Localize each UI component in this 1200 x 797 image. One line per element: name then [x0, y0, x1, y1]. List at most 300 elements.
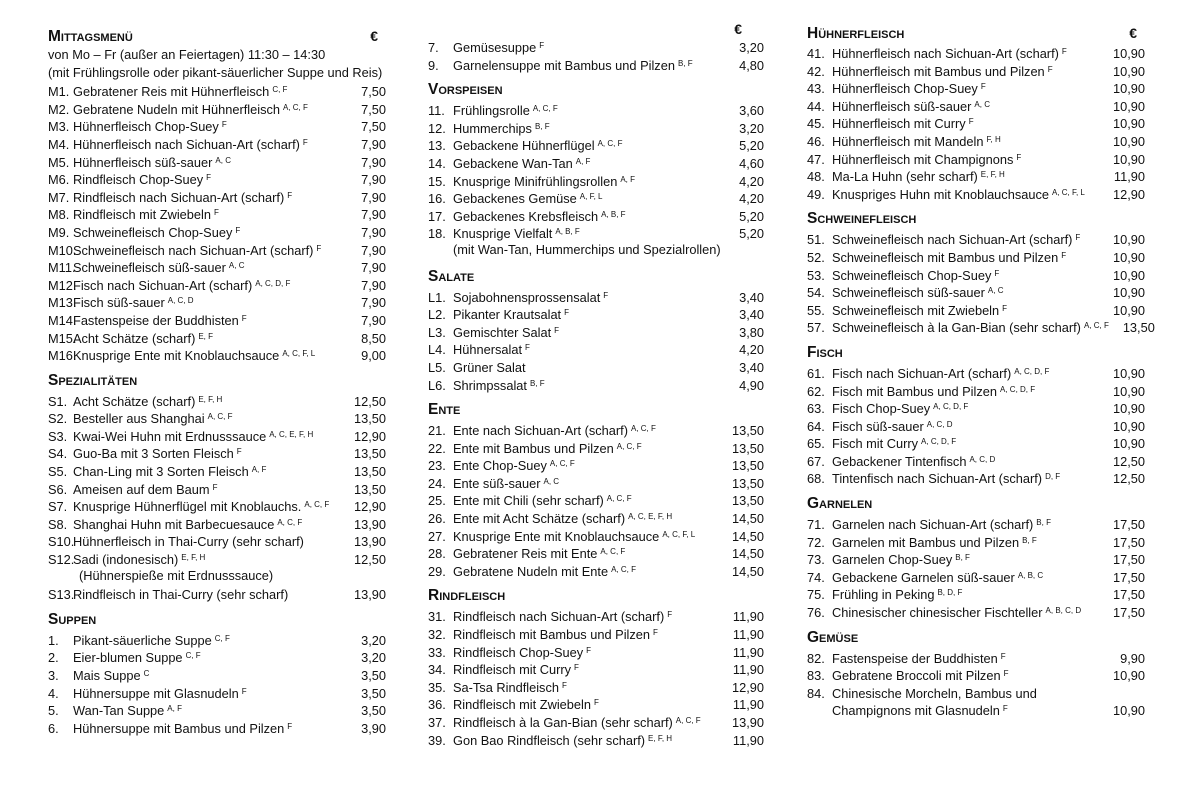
menu-list-gemuese [807, 648, 1145, 683]
item-number: L4. [428, 342, 446, 358]
section-title: Vorspeisen [428, 81, 503, 99]
item-price: 11,90 [732, 627, 764, 643]
menu-list-spezialitaeten-end [48, 584, 386, 602]
allergen-codes: A, C, F [597, 139, 623, 149]
allergen-codes: A, C, D [926, 419, 953, 429]
item-name: Ma-La Huhn (sehr scharf) [832, 169, 978, 185]
item-number: M9. [48, 224, 70, 240]
item-price: 7,90 [361, 242, 386, 258]
item-number: 54. [807, 285, 825, 301]
allergen-codes: F [213, 208, 219, 218]
menu-item [48, 152, 386, 170]
item-number: 23. [428, 458, 446, 474]
allergen-codes: A, C, F, L [282, 349, 316, 359]
item-price: 13,50 [731, 493, 764, 509]
item-name: Rindfleisch mit Zwiebeln [73, 207, 211, 223]
item-number: 35. [428, 679, 446, 695]
allergen-codes: F [564, 308, 570, 318]
item-price: 10,90 [1112, 365, 1145, 381]
item-name: Hummerchips [453, 120, 532, 136]
menu-item [428, 490, 764, 508]
item-number: 47. [807, 151, 825, 167]
item-number: 1. [48, 632, 59, 648]
item-number: 46. [807, 133, 825, 149]
item-price: 10,90 [1112, 98, 1145, 114]
item-price: 4,20 [739, 173, 764, 189]
allergen-codes: F [1002, 704, 1008, 714]
menu-item [48, 443, 386, 461]
item-name: Hühnerfleisch süß-sauer [73, 154, 213, 170]
item-name: Gebackenes Gemüse [453, 191, 577, 207]
section-header-schweinefleisch [807, 209, 1145, 229]
menu-item [428, 188, 764, 206]
item-price: 10,90 [1112, 383, 1145, 399]
menu-item [428, 171, 764, 189]
menu-item [807, 433, 1145, 451]
section-header-vorspeisen [428, 80, 764, 100]
item-name: Garnelen Chop-Suey [832, 552, 953, 568]
item-number: 43. [807, 81, 825, 97]
menu-item [807, 184, 1145, 202]
allergen-codes: B, F [1022, 535, 1037, 545]
allergen-codes: F [980, 82, 986, 92]
section-title: Schweinefleisch [807, 210, 917, 228]
item-price: 12,50 [1112, 453, 1145, 469]
allergen-codes: F [554, 325, 560, 335]
allergen-codes: F [1000, 651, 1006, 661]
menu-list-salate [428, 287, 764, 393]
item-name: Chinesische Morcheln, Bambus und [832, 685, 1037, 701]
menu-list-vorspeisen [428, 100, 764, 241]
item-name: Tintenfisch nach Sichuan-Art (scharf) [832, 471, 1043, 487]
item-number: M8. [48, 207, 70, 223]
item-number: 28. [428, 546, 446, 562]
menu-item [807, 584, 1145, 602]
item-number: 37. [428, 715, 446, 730]
allergen-codes: A, C, D, F [1000, 384, 1036, 394]
item-name: Shanghai Huhn mit Barbecuesauce [73, 516, 275, 532]
allergen-codes: F [593, 698, 599, 708]
item-number: S6. [48, 481, 68, 497]
item-number: 62. [807, 383, 825, 399]
menu-item [807, 149, 1145, 167]
allergen-codes: F [667, 610, 673, 620]
item-price: 13,90 [731, 715, 764, 730]
item-number: 22. [428, 440, 446, 456]
menu-list-rindfleisch [428, 606, 764, 747]
section-header-huehnerfleisch [807, 23, 1145, 43]
item-price: 10,90 [1112, 436, 1145, 452]
item-name: Gebratene Nudeln mit Hühnerfleisch [73, 101, 280, 117]
item-name: Schweinefleisch süß-sauer [832, 285, 985, 301]
menu-item [807, 229, 1145, 247]
menu-item-description: (Hühnerspieße mit Erdnusssauce) [79, 567, 274, 583]
item-price: 7,90 [361, 154, 386, 170]
item-price: 10,90 [1112, 116, 1145, 132]
allergen-codes: E, F, H [980, 170, 1005, 180]
item-number: 12. [428, 120, 446, 136]
menu-item [807, 247, 1145, 265]
section-title: Spezialitäten [48, 371, 138, 389]
item-price: 10,90 [1112, 133, 1145, 149]
allergen-codes: F [235, 225, 241, 235]
allergen-codes: A, C, F [611, 564, 636, 574]
item-price: 13,50 [353, 464, 386, 480]
item-price: 10,90 [1112, 81, 1145, 97]
menu-item [428, 526, 764, 544]
menu-column-left [48, 26, 386, 735]
item-name: Schweinefleisch à la Gan-Bian (sehr scharf) [832, 320, 1081, 336]
allergen-codes: F [302, 137, 308, 147]
menu-item [48, 584, 386, 602]
menu-item [428, 287, 764, 305]
item-price: 11,90 [732, 644, 764, 660]
allergen-codes: A, C, D, F [921, 437, 957, 447]
item-price: 3,50 [361, 685, 386, 701]
item-name: Sojabohnensprossensalat [453, 289, 601, 305]
allergen-codes: E, F, H [181, 553, 206, 563]
item-number: 64. [807, 418, 825, 434]
menu-item [428, 118, 764, 136]
menu-item [48, 345, 386, 363]
item-number: L1. [428, 289, 446, 305]
item-price: 3,90 [361, 720, 386, 736]
item-number: 45. [807, 116, 825, 132]
menu-item [807, 300, 1145, 318]
menu-item [48, 461, 386, 479]
item-price: 11,90 [732, 697, 764, 713]
menu-item [48, 310, 386, 328]
item-name: Fisch nach Sichuan-Art (scharf) [73, 277, 253, 293]
menu-item [428, 100, 764, 118]
item-number: 67. [807, 453, 825, 469]
item-price: 12,90 [353, 499, 386, 515]
item-price: 7,90 [361, 295, 386, 311]
currency-label: € [370, 28, 378, 44]
item-number: 55. [807, 302, 825, 318]
item-price: 7,90 [361, 189, 386, 205]
item-price: 7,90 [361, 260, 386, 276]
item-number: 52. [807, 249, 825, 265]
allergen-codes: A, C, F [549, 459, 575, 469]
menu-note-includes: (mit Frühlingsrolle oder pikant-säuerlicher Suppe und Reis) [48, 64, 383, 80]
menu-item [428, 420, 764, 438]
menu-list-huehnerfleisch [807, 43, 1145, 201]
allergen-codes: A, B, F [555, 227, 580, 237]
allergen-codes: F [241, 686, 247, 696]
item-name: Gebratene Broccoli mit Pilzen [832, 668, 1001, 684]
section-title: Ente [428, 401, 461, 419]
item-price: 7,90 [361, 207, 386, 223]
menu-item-continuation [807, 700, 1145, 718]
item-name: Hühnerfleisch nach Sichuan-Art (scharf) [73, 136, 300, 152]
item-number: L2. [428, 307, 446, 323]
item-number: M14. [48, 312, 77, 328]
menu-item [428, 339, 764, 357]
menu-item [807, 549, 1145, 567]
section-header-spezialitaeten [48, 371, 386, 391]
menu-item [428, 438, 764, 456]
menu-item [48, 391, 386, 409]
item-number: 9. [428, 57, 439, 73]
item-name: Hühnersuppe mit Bambus und Pilzen [73, 720, 285, 736]
item-name: Gebackenes Krebsfleisch [453, 208, 599, 224]
menu-list-mittagsmenue [48, 81, 386, 363]
menu-column-right [807, 23, 1155, 719]
allergen-codes: F [1003, 669, 1009, 679]
allergen-codes: F [212, 482, 218, 492]
item-price: 13,50 [353, 481, 386, 497]
item-name: Fisch nach Sichuan-Art (scharf) [832, 365, 1012, 381]
item-number: S12. [48, 552, 75, 568]
item-number: 39. [428, 732, 446, 748]
allergen-codes: C, F [185, 651, 201, 661]
item-number: 7. [428, 40, 439, 55]
allergen-codes: F [603, 290, 609, 300]
allergen-codes: A, C, E, F, H [269, 429, 314, 439]
menu-item [807, 567, 1145, 585]
item-number: 84. [807, 685, 825, 701]
menu-item [807, 514, 1145, 532]
item-number: 15. [428, 173, 446, 189]
item-price: 12,50 [353, 552, 386, 568]
allergen-codes: F [1075, 233, 1081, 243]
item-number: 2. [48, 650, 59, 666]
menu-item [807, 363, 1145, 381]
item-number: 74. [807, 569, 825, 585]
item-price: 13,50 [731, 458, 764, 474]
item-name: Garnelen nach Sichuan-Art (scharf) [832, 517, 1034, 533]
menu-item [807, 451, 1145, 469]
menu-item [428, 135, 764, 153]
item-price: 3,20 [739, 40, 764, 55]
menu-item [48, 549, 386, 567]
allergen-codes: A, C, D, F [255, 278, 291, 288]
item-number: M2. [48, 101, 70, 117]
item-price: 7,90 [361, 277, 386, 293]
item-number: 14. [428, 155, 446, 171]
item-number: S13. [48, 587, 75, 603]
item-price: 12,50 [1112, 471, 1145, 487]
item-name: Hühnerfleisch Chop-Suey [73, 119, 219, 135]
allergen-codes: A, C, F [616, 441, 642, 451]
section-header-salate [428, 267, 764, 287]
item-name: Ente mit Chili (sehr scharf) [453, 493, 604, 509]
allergen-codes: F [287, 190, 293, 200]
item-name: Garnelensuppe mit Bambus und Pilzen [453, 57, 675, 73]
item-number: M1. [48, 84, 70, 100]
item-name: Frühlingsrolle [453, 103, 530, 119]
item-name: Pikant-säuerliche Suppe [73, 632, 212, 648]
item-number: 76. [807, 605, 825, 621]
item-price: 13,50 [731, 423, 764, 439]
allergen-codes: F, H [986, 134, 1001, 144]
item-price: 13,90 [353, 534, 386, 550]
menu-item [428, 730, 764, 748]
menu-item [807, 532, 1145, 550]
item-name: Schweinefleisch süß-sauer [73, 260, 226, 276]
menu-item [48, 275, 386, 293]
menu-item [428, 37, 764, 55]
item-price: 14,50 [731, 528, 764, 544]
item-number: 61. [807, 365, 825, 381]
item-number: 42. [807, 63, 825, 79]
menu-item [807, 381, 1145, 399]
item-price: 10,90 [1112, 232, 1145, 248]
item-name: Champignons mit Glasnudeln [832, 703, 1000, 719]
item-number: 53. [807, 267, 825, 283]
item-name: Fastenspeise der Buddhisten [73, 312, 239, 328]
allergen-codes: A, C, F [277, 517, 303, 527]
item-price: 10,90 [1112, 151, 1145, 167]
allergen-codes: A, C, F [532, 104, 558, 114]
section-title: Fisch [807, 343, 843, 361]
item-name: Schweinefleisch Chop-Suey [832, 267, 992, 283]
item-number: S2. [48, 411, 68, 427]
item-price: 7,50 [361, 119, 386, 135]
allergen-codes: F [1002, 303, 1008, 313]
allergen-codes: A, F [620, 174, 635, 184]
allergen-codes: F [574, 663, 579, 673]
item-price: 3,40 [739, 359, 764, 375]
menu-item [428, 659, 764, 677]
item-name: Rindfleisch mit Zwiebeln [453, 697, 591, 713]
item-price: 3,20 [361, 650, 386, 666]
item-name: Fisch mit Curry [832, 436, 919, 452]
item-number: 33. [428, 644, 446, 660]
allergen-codes: A, C, F [283, 102, 308, 112]
menu-list-suppen-cont [428, 37, 764, 72]
item-price: 7,90 [361, 312, 386, 328]
item-name: Eier-blumen Suppe [73, 650, 183, 666]
menu-item [428, 206, 764, 224]
item-name: Ente süß-sauer [453, 475, 541, 491]
item-number: 3. [48, 668, 59, 683]
menu-item [807, 416, 1145, 434]
menu-item [48, 665, 386, 683]
item-number: 63. [807, 401, 825, 417]
item-number: 17. [428, 208, 446, 224]
item-name: Rindfleisch mit Bambus und Pilzen [453, 627, 651, 643]
allergen-codes: A, C, F [207, 412, 233, 422]
menu-item [428, 455, 764, 473]
menu-list-spezialitaeten [48, 391, 386, 567]
item-name: Knuspriges Huhn mit Knoblauchsauce [832, 186, 1049, 202]
menu-item [48, 531, 386, 549]
item-number: 41. [807, 46, 825, 61]
item-number: 65. [807, 436, 825, 452]
menu-item [428, 606, 764, 624]
item-number: 18. [428, 226, 446, 242]
item-number: S7. [48, 499, 68, 515]
item-number: 6. [48, 720, 59, 736]
menu-item [48, 169, 386, 187]
item-name: Rindfleisch in Thai-Curry (sehr scharf) [73, 587, 289, 603]
allergen-codes: A, C [987, 286, 1004, 296]
allergen-codes: F [1016, 152, 1022, 162]
allergen-codes: A, C, E, F, H [628, 512, 673, 522]
menu-note-hours: von Mo – Fr (außer an Feiertagen) 11:30 – 14:30 [48, 47, 326, 62]
menu-item [428, 304, 764, 322]
menu-item [807, 96, 1145, 114]
menu-item [807, 113, 1145, 131]
menu-item [807, 131, 1145, 149]
item-number: S4. [48, 446, 68, 462]
allergen-codes: A, C, F [630, 424, 656, 434]
allergen-codes: A, C [974, 99, 990, 109]
item-name: Rindfleisch à la Gan-Bian (sehr scharf) [453, 715, 673, 730]
item-number: S1. [48, 393, 68, 409]
allergen-codes: F [241, 313, 247, 323]
allergen-codes: F [539, 41, 545, 50]
allergen-codes: A, F [575, 156, 591, 166]
allergen-codes: E, F [198, 331, 213, 341]
menu-item [48, 630, 386, 648]
menu-item [428, 561, 764, 579]
menu-item [428, 642, 764, 660]
item-name: Gebratener Reis mit Hühnerfleisch [73, 84, 270, 100]
item-name: Guo-Ba mit 3 Sorten Fleisch [73, 446, 234, 462]
item-number: 48. [807, 169, 825, 185]
item-price: 3,20 [361, 632, 386, 648]
item-price: 11,90 [732, 662, 764, 678]
currency-label: € [734, 21, 742, 37]
item-name: Knusprige Vielfalt [453, 226, 553, 242]
item-name: Ente Chop-Suey [453, 458, 547, 474]
item-price: 3,80 [739, 324, 764, 340]
item-price: 13,50 [353, 411, 386, 427]
item-number: 16. [428, 191, 446, 207]
menu-item [48, 479, 386, 497]
menu-item [48, 204, 386, 222]
item-price: 10,90 [1112, 285, 1145, 301]
item-price: 11,90 [732, 732, 764, 748]
item-name: Rindfleisch mit Curry [453, 662, 572, 678]
menu-item [807, 43, 1145, 61]
item-number: 73. [807, 552, 825, 568]
allergen-codes: A, F, L [579, 192, 603, 202]
allergen-codes: A, F [251, 465, 267, 475]
menu-item [807, 317, 1155, 336]
allergen-codes: B, F [529, 378, 545, 388]
menu-item [807, 665, 1145, 683]
item-number: 21. [428, 423, 446, 439]
section-title: Hühnerfleisch [807, 25, 905, 42]
section-header-suppen [48, 610, 386, 630]
item-name: Garnelen mit Bambus und Pilzen [832, 534, 1020, 550]
item-name: Hühnerfleisch in Thai-Curry (sehr scharf) [73, 534, 304, 550]
currency-label: € [1129, 25, 1137, 41]
item-number: M15. [48, 330, 77, 346]
item-price: 12,90 [353, 428, 386, 444]
item-price: 14,50 [731, 511, 764, 527]
item-price: 13,50 [1122, 320, 1155, 336]
item-price: 17,50 [1112, 534, 1145, 550]
item-price: 12,50 [353, 393, 386, 409]
allergen-codes: A, C, F [600, 547, 626, 557]
menu-item [48, 426, 386, 444]
item-price: 14,50 [731, 546, 764, 562]
item-name: Gon Bao Rindfleisch (sehr scharf) [453, 732, 646, 748]
menu-item [428, 473, 764, 491]
item-name: Shrimpssalat [453, 377, 527, 393]
item-price: 10,90 [1112, 418, 1145, 434]
allergen-codes: A, C, F, L [662, 529, 696, 539]
allergen-codes: F [206, 173, 212, 183]
menu-list-suppen [48, 630, 386, 736]
item-price: 3,40 [739, 307, 764, 323]
item-number: M6. [48, 172, 70, 188]
